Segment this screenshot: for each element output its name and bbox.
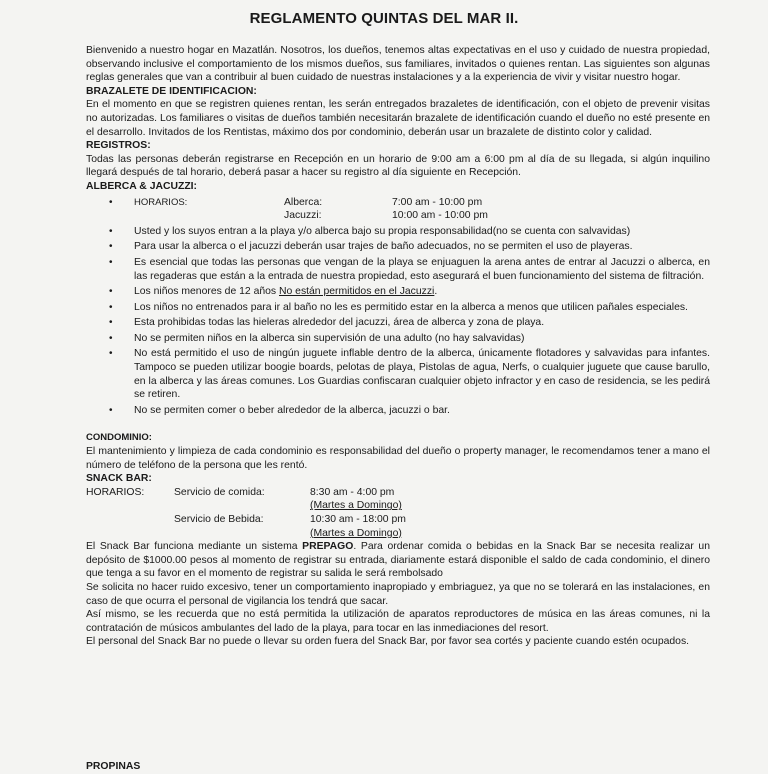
bebida-hours: 10:30 am - 18:00 pm [310,514,406,525]
comida-days: (Martes a Domingo) [310,500,402,512]
prepago-text: PREPAGO [302,541,354,553]
condominio-paragraph: El mantenimiento y limpieza de cada condominio es responsabilidad del dueño o property manager, le recomendamos tener a mano el número de teléfono de la persona que les rentó. [86,446,710,471]
brazalete-heading: BRAZALETE DE IDENTIFICACION: [86,85,257,97]
intro-paragraph: Bienvenido a nuestro hogar en Mazatlán. Nosotros, los dueños, tenemos altas expectativas en el uso y cuidado de nuestra propiedad, observando inclusive el comportamiento de los mismos dueños, sus familiares, invitados o quienes rentan. Las siguientes son algunas reglas generales que van a contribuir al buen cuidado de nuestras instalaciones y a la experiencia de vivir y visitar nuestro hogar. [86,45,710,84]
jacuzzi-hours: 10:00 am - 10:00 pm [392,210,488,222]
registros-paragraph: Todas las personas deberán registrarse en Recepción en un horario de 9:00 am a 6:00 pm al día de su llegada, si algún inquilino llegará después de tal horario, deberá pasar a hacer su registro al día siguiente en Recepción. [86,153,710,179]
snack-schedule [86,486,710,540]
snack-paragraph-personal: El personal del Snack Bar no puede o llevar su orden fuera del Snack Bar, por favor sea cortés y paciente cuando estén ocupados. [86,636,690,648]
propinas-heading-cut: PROPINAS [86,761,141,772]
alberca-label: Alberca: [284,196,323,208]
comida-hours: 8:30 am - 4:00 pm [310,486,395,498]
rule-item: • Usted y los suyos entran a la playa y/o alberca bajo su propia responsabilidad(no se cuenta con salvavidas) [86,225,710,239]
rule-text: Los niños menores de 12 años [134,286,279,298]
snack-paragraph-ruido: Se solicita no hacer ruido excesivo, tener un comportamiento inapropiado y embriaguez, ya que no se tolerará en las instalaciones, en caso de que ocurra el personal de vigilancia los tendrá que sacar. [86,581,710,607]
rule-item: • Para usar la alberca o el jacuzzi deberán usar trajes de baño adecuados, no se permiten el uso de playeras. [86,240,710,254]
rule-item: • No se permiten comer o beber alrededor de la alberca, jacuzzi o bar. [86,404,710,418]
document-title: REGLAMENTO QUINTAS DEL MAR II. [249,10,519,27]
rule-item: • Los niños menores de 12 años No están permitidos en el Jacuzzi. [86,285,710,299]
alberca-hours: 7:00 am - 10:00 pm [392,196,483,208]
registros-heading: REGISTROS: [86,140,151,152]
bebida-label: Servicio de Bebida: [174,514,264,525]
condominio-heading: CONDOMINIO: [86,432,152,444]
alberca-rules-list [86,196,710,418]
snack-paragraph-prepago: El Snack Bar funciona mediante un sistema PREPAGO. Para ordenar comida o bebidas en la Snack Bar se necesita realizar un depósito de $1000.00 pesos al momento de registrar su entrada, diariamente estará disponible el saldo de cada condominio, el dinero que tenga a su favor en el momento de registrar su salida le será rembolsado [86,541,710,580]
snack-paragraph-musica: Así mismo, se les recuerda que no está permitida la utilización de aparatos reproductores de música en las áreas comunes, ni la contratación de músicos ambulantes del lado de la playa, para tocar en las inmediaciones del resort. [86,609,710,634]
document-body [86,44,710,649]
jacuzzi-label: Jacuzzi: [284,210,322,222]
rule-underlined-text: No están permitidos en el Jacuzzi [279,286,435,298]
alberca-heading: ALBERCA & JACUZZI: [86,180,198,192]
rule-item: • No se permiten niños en la alberca sin supervisión de una adulto (no hay salvavidas) [86,332,710,346]
rule-item: • Los niños no entrenados para ir al baño no les es permitido estar en la alberca a menos que utilicen pañales especiales. [86,301,710,315]
bebida-days: (Martes a Domingo) [310,527,402,539]
snack-horarios-label: HORARIOS: [86,486,145,498]
comida-label: Servicio de comida: [174,486,265,498]
rule-item: • Esta prohibidas todas las hieleras alrededor del jacuzzi, área de alberca y zona de playa. [86,316,710,330]
alberca-schedule [86,196,710,223]
horarios-label: • HORARIOS: [134,196,188,208]
brazalete-paragraph: En el momento en que se registren quienes rentan, les serán entregados brazaletes de identificación, con el objeto de prevenir visitas no autorizadas. Los familiares o visitas de dueños también necesitarán brazalete de identificación cuando el dueño no esté presente en el desarrollo. Invitados de los Rentistas, máximo dos por condominio, deberán usar un brazalete de distinto color y calidad. [86,99,710,138]
snack-heading: SNACK BAR: [86,473,152,485]
rule-item: • No está permitido el uso de ningún juguete inflable dentro de la alberca, únicamente flotadores y salvavidas para infantes. Tampoco se pueden utilizar boogie boards, pelotas de playa, Pistolas de agua, Nerfs, o cualquier juguete que cause barullo, en la alberca y las áreas comunes. Los Guardias confiscaran cualquier objeto infractor y en caso de residencia, se les pedirá se retiren. [86,347,710,401]
rule-item: • Es esencial que todas las personas que vengan de la playa se enjuaguen la arena antes de entrar al Jacuzzi o alberca, en las regaderas que están a la entrada de nuestra propiedad, esto asegurará el buen funcionamiento del sistema de filtración. [86,256,710,283]
